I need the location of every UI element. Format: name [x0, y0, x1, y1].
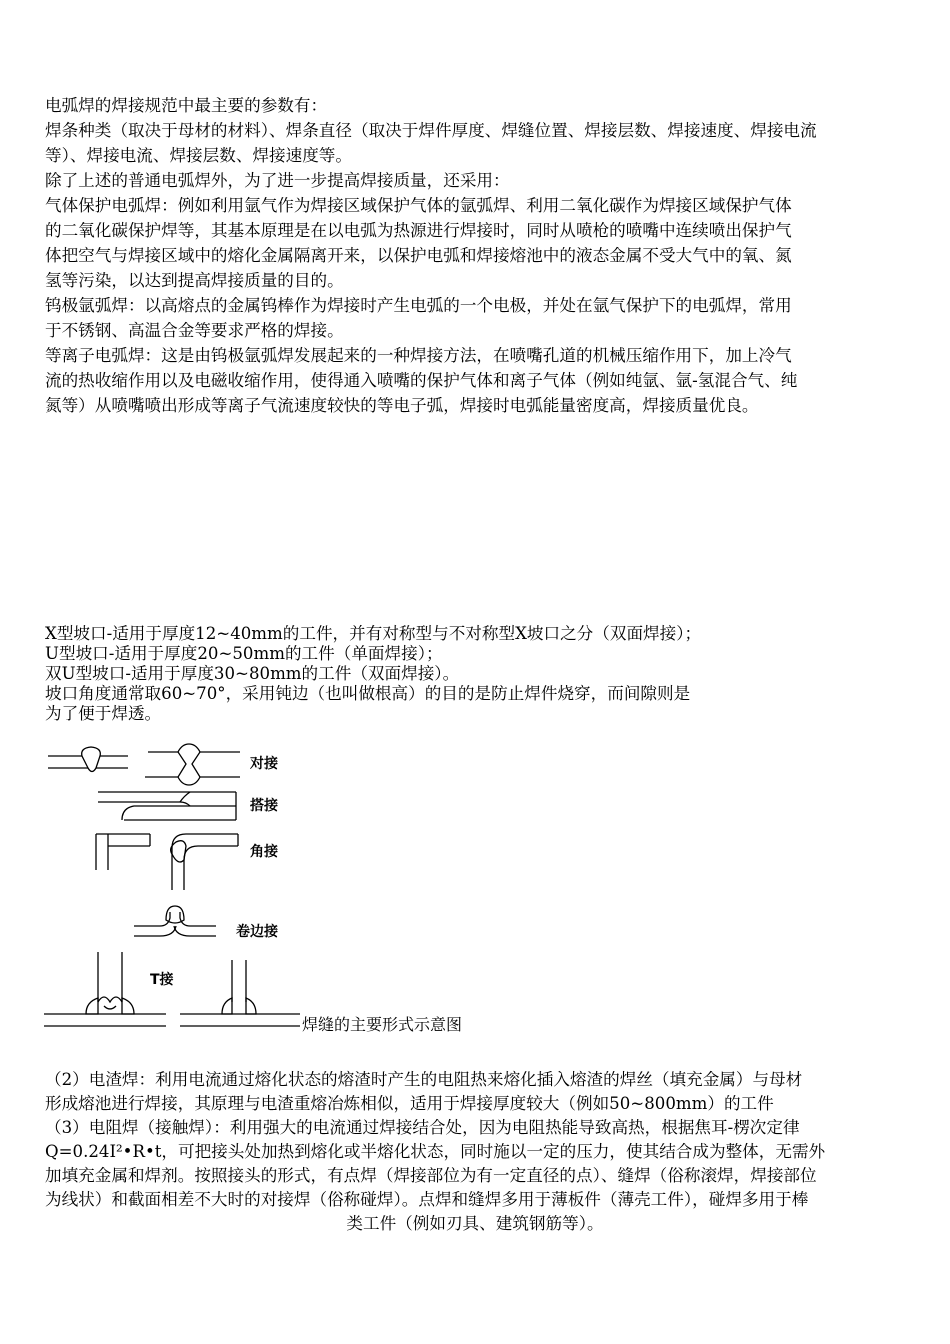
- text-line: 加填充金属和焊剂。按照接头的形式，有点焊（焊接部位为有一定直径的点）、缝焊（俗称滚焊，焊接部位: [45, 1166, 817, 1185]
- lap-joint: [98, 792, 236, 820]
- text-line: 等离子电弧焊：这是由钨极氩弧焊发展起来的一种焊接方法，在喷嘴孔道的机械压缩作用下，加上冷气: [45, 346, 792, 365]
- butt-joint-v: [48, 747, 128, 772]
- text-line: 钨极氩弧焊：以高熔点的金属钨棒作为焊接时产生电弧的一个电极，并处在氩气保护下的电弧焊，常用: [45, 296, 792, 315]
- text-line: 除了上述的普通电弧焊外，为了进一步提高焊接质量，还采用：: [45, 171, 510, 190]
- label-corner: 角接: [250, 844, 278, 860]
- text-line: 为了便于焊透。: [45, 704, 162, 723]
- text-line: 氮等）从喷嘴喷出形成等离子气流速度较快的等电子弧，焊接时电弧能量密度高，焊接质量优良。: [45, 396, 759, 415]
- text-line: 流的热收缩作用以及电磁收缩作用，使得通入喷嘴的保护气体和离子气体（例如纯氩、氩-氢混合气、纯: [45, 371, 798, 390]
- text-line: 体把空气与焊接区域中的熔化金属隔离开来，以保护电弧和焊接熔池中的液态金属不受大气中的氧、氮: [45, 246, 792, 265]
- text-line: 的二氧化碳保护焊等，其基本原理是在以电弧为热源进行焊接时，同时从喷枪的喷嘴中连续喷出保护气: [45, 221, 792, 240]
- weld-joint-diagram: [0, 730, 950, 1040]
- label-tee: T接: [150, 972, 174, 988]
- flange-joint: [134, 906, 216, 936]
- text-line: 双U型坡口-适用于厚度30~80mm的工件（双面焊接）。: [45, 664, 460, 683]
- text-line: 气体保护电弧焊：例如利用氩气作为焊接区域保护气体的氩弧焊、利用二氧化碳作为焊接区域保护气体: [45, 196, 792, 215]
- text-line: 为线状）和截面相差不大时的对接焊（俗称碰焊）。点焊和缝焊多用于薄板件（薄壳工件），碰焊多用于棒: [45, 1190, 809, 1209]
- text-line: X型坡口-适用于厚度12~40mm的工件，并有对称型与不对称型X坡口之分（双面焊接）；: [45, 624, 702, 643]
- text-line: Q=0.24I²•R•t，可把接头处加热到熔化或半熔化状态，同时施以一定的压力，使其结合成为整体，无需外: [45, 1142, 826, 1161]
- text-line-centered: 类工件（例如刃具、建筑钢筋等）。: [346, 1214, 604, 1233]
- tee-joint-right: [180, 960, 300, 1026]
- corner-joint: [96, 834, 238, 890]
- text-line: U型坡口-适用于厚度20~50mm的工件（单面焊接）；: [45, 644, 443, 663]
- label-flange: 卷边接: [236, 924, 278, 940]
- text-line: （2）电渣焊：利用电流通过熔化状态的熔渣时产生的电阻热来熔化插入熔渣的焊丝（填充金属）与母材: [45, 1070, 803, 1089]
- text-line: 等）、焊接电流、焊接层数、焊接速度等。: [45, 146, 352, 165]
- butt-joint-x: [145, 744, 240, 785]
- label-butt: 对接: [250, 756, 278, 772]
- text-line: 形成熔池进行焊接，其原理与电渣重熔冶炼相似，适用于焊接厚度较大（例如50~800mm）的工件: [45, 1094, 774, 1113]
- text-line: （3）电阻焊（接触焊）：利用强大的电流通过焊接结合处，因为电阻热能导致高热，根据焦耳-楞次定律: [45, 1118, 800, 1137]
- label-lap: 搭接: [250, 798, 278, 814]
- tee-joint-left: [44, 952, 166, 1026]
- text-line: 氢等污染，以达到提高焊接质量的目的。: [45, 271, 344, 290]
- diagram-caption: 焊缝的主要形式示意图: [302, 1015, 463, 1034]
- text-line: 坡口角度通常取60~70°，采用钝边（也叫做根高）的目的是防止焊件烧穿，而间隙则是: [45, 684, 691, 703]
- text-line: 电弧焊的焊接规范中最主要的参数有：: [45, 96, 328, 115]
- text-line: 焊条种类（取决于母材的材料）、焊条直径（取决于焊件厚度、焊缝位置、焊接层数、焊接速度、焊接电流: [45, 121, 817, 140]
- text-line: 于不锈钢、高温合金等要求严格的焊接。: [45, 321, 344, 340]
